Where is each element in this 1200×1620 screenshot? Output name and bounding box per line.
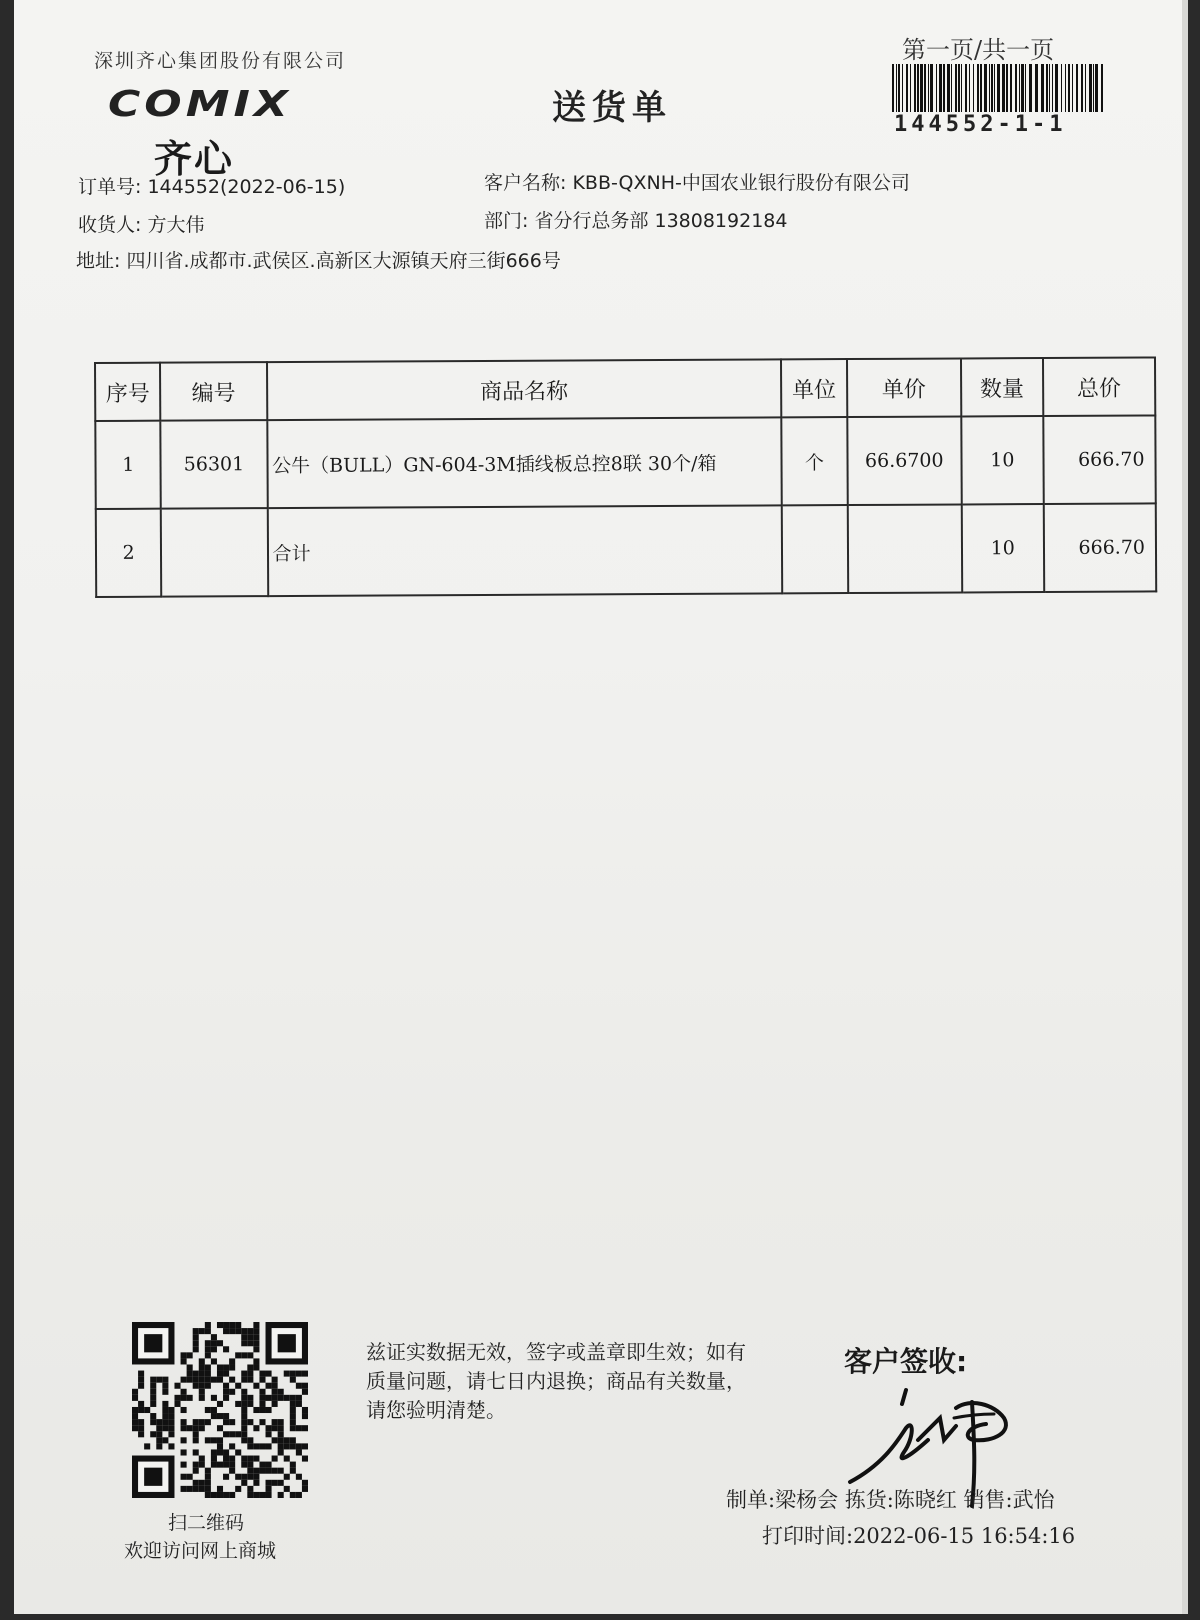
- table-row: [95, 415, 1155, 509]
- receiver-label: 收货人:: [78, 214, 142, 236]
- cell-quantity: 10: [961, 416, 1043, 504]
- header-total: 总价: [1043, 357, 1156, 416]
- order-number-value: 144552(2022-06-15): [147, 176, 346, 198]
- cell-code: 56301: [161, 420, 268, 509]
- department: [484, 206, 787, 233]
- table-row: [96, 503, 1156, 597]
- cell-unit: [782, 505, 848, 593]
- qr-code-image: [132, 1322, 308, 1498]
- header-unit: 单位: [781, 359, 847, 417]
- qr-caption-visit: 欢迎访问网上商城: [124, 1540, 277, 1562]
- barcode-image: [892, 64, 1104, 112]
- receiver-value: 方大伟: [147, 214, 205, 236]
- company-name: 深圳齐心集团股份有限公司: [94, 50, 347, 72]
- customer-label: 客户名称:: [484, 172, 567, 194]
- receiver: [78, 210, 204, 237]
- goods-table: [94, 356, 1157, 598]
- logo-text-cn: 齐心: [154, 137, 235, 181]
- page-info: 第一页/共一页: [902, 36, 1055, 64]
- barcode-number: 144552-1-1: [894, 112, 1067, 137]
- cell-quantity: 10: [962, 504, 1044, 592]
- cell-total: 666.70: [1043, 503, 1156, 592]
- dept-label: 部门:: [484, 210, 529, 232]
- header-seq: 序号: [95, 363, 161, 421]
- cell-unit-price: 66.6700: [847, 416, 962, 505]
- cell-seq: 2: [96, 509, 162, 597]
- print-time: 打印时间:2022-06-15 16:54:16: [762, 1524, 1076, 1548]
- logo-text-en: COMIX: [108, 84, 292, 125]
- cell-total: 666.70: [1043, 415, 1156, 504]
- staff-info: 制单:梁杨会 拣货:陈晓红 销售:武怡: [726, 1488, 1055, 1512]
- dept-value: 省分行总务部 13808192184: [534, 210, 788, 232]
- delivery-note-paper: [14, 0, 1188, 1614]
- table-header-row: [95, 357, 1155, 421]
- header-product-name: 商品名称: [267, 359, 782, 420]
- customer-name: [484, 168, 910, 195]
- cell-product-name: 公牛（BULL）GN-604-3M插线板总控8联 30个/箱: [267, 417, 782, 508]
- header-unit-price: 单价: [847, 358, 962, 417]
- cell-unit-price: [847, 504, 962, 593]
- address-value: 四川省.成都市.武侯区.高新区大源镇天府三街666号: [126, 250, 561, 272]
- qr-caption-scan: 扫二维码: [168, 1512, 245, 1534]
- cell-unit: 个: [782, 417, 848, 505]
- order-number-label: 订单号:: [78, 176, 142, 198]
- cell-code: [161, 508, 268, 597]
- comix-logo: [108, 84, 348, 180]
- customer-sign-label: 客户签收:: [844, 1345, 968, 1378]
- address: [76, 246, 561, 273]
- header-quantity: 数量: [961, 358, 1043, 416]
- notice-text: 兹证实数据无效，签字或盖章即生效；如有质量问题，请七日内退换；商品有关数量，请您验明清楚。: [366, 1340, 746, 1422]
- customer-value: KBB-QXNH-中国农业银行股份有限公司: [572, 172, 910, 194]
- order-number: [78, 172, 345, 199]
- cell-seq: 1: [95, 421, 161, 509]
- document-title: 送货单: [552, 88, 672, 128]
- cell-product-name: 合计: [267, 505, 782, 596]
- header-code: 编号: [160, 362, 267, 421]
- address-label: 地址:: [76, 250, 121, 272]
